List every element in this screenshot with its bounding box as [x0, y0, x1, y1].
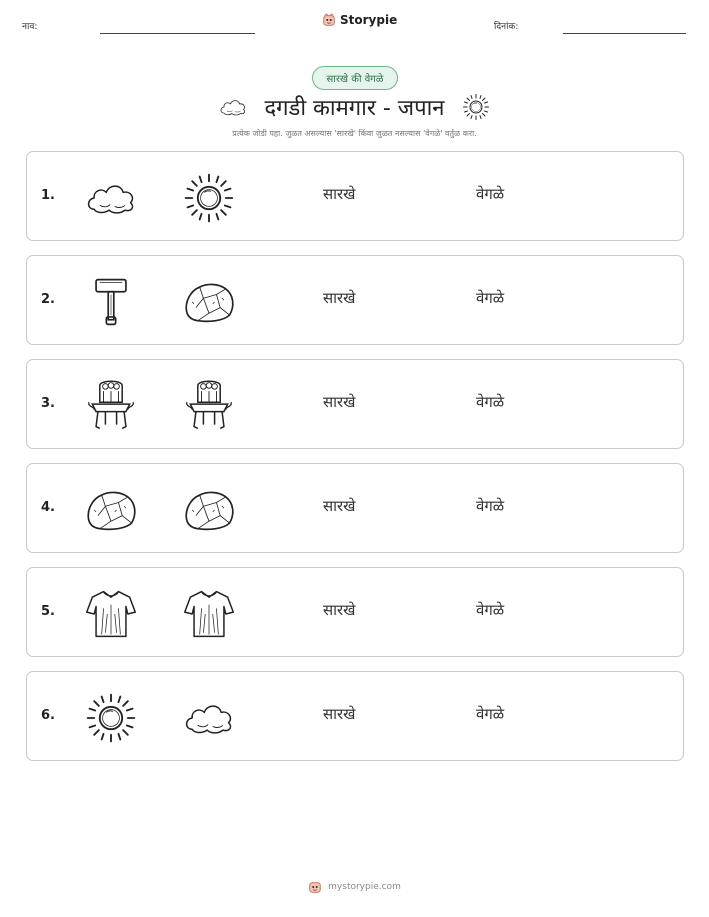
- question-card: [26, 463, 684, 553]
- storypie-logo-icon: [322, 13, 336, 27]
- question-card: [26, 567, 684, 657]
- brand: [322, 13, 397, 27]
- chair-icon: [181, 378, 237, 434]
- left-picture: [83, 690, 139, 746]
- title-cloud-icon: [218, 92, 248, 122]
- date-field-line[interactable]: [563, 33, 686, 34]
- option-same[interactable]: सारखे: [323, 705, 356, 723]
- option-same[interactable]: सारखे: [323, 393, 356, 411]
- instructions: प्रत्येक जोडी पहा. जुळत असल्यास 'सारखे' किंवा जुळत नसल्यास 'वेगळे' वर्तुळ करा.: [232, 129, 477, 138]
- option-same[interactable]: सारखे: [323, 601, 356, 619]
- question-number: 2.: [41, 292, 55, 307]
- question-card: [26, 359, 684, 449]
- sun-icon: [461, 92, 491, 122]
- option-different[interactable]: वेगळे: [476, 393, 505, 411]
- question-number: 1.: [41, 188, 55, 203]
- right-picture: [181, 690, 237, 746]
- question-card: [26, 151, 684, 241]
- footer: [0, 880, 709, 894]
- right-picture: [181, 482, 237, 538]
- chair-icon: [83, 378, 139, 434]
- name-label: नाव:: [22, 22, 38, 32]
- name-field-line[interactable]: [100, 33, 255, 34]
- option-same[interactable]: सारखे: [323, 497, 356, 515]
- hammer-icon: [83, 274, 139, 330]
- sun-icon: [181, 170, 237, 226]
- robe-icon: [181, 586, 237, 642]
- question-number: 5.: [41, 604, 55, 619]
- title-sun-icon: [461, 92, 491, 122]
- title-row: [0, 92, 709, 122]
- worksheet-type-badge: सारखे की वेगळे: [312, 66, 398, 90]
- option-same[interactable]: सारखे: [323, 289, 356, 307]
- option-different[interactable]: वेगळे: [476, 601, 505, 619]
- left-picture: [83, 586, 139, 642]
- sun-icon: [83, 690, 139, 746]
- question-card: [26, 671, 684, 761]
- option-different[interactable]: वेगळे: [476, 497, 505, 515]
- option-different[interactable]: वेगळे: [476, 705, 505, 723]
- left-picture: [83, 482, 139, 538]
- page-title: दगडी कामगार - जपान: [264, 96, 445, 121]
- rock-icon: [181, 482, 237, 538]
- cloud-icon: [218, 92, 248, 122]
- right-picture: [181, 274, 237, 330]
- cloud-icon: [181, 690, 237, 746]
- question-number: 3.: [41, 396, 55, 411]
- brand-name: Storypie: [340, 13, 398, 27]
- robe-icon: [83, 586, 139, 642]
- option-same[interactable]: सारखे: [323, 185, 356, 203]
- option-different[interactable]: वेगळे: [476, 185, 505, 203]
- right-picture: [181, 378, 237, 434]
- question-number: 6.: [41, 708, 55, 723]
- storypie-footer-logo-icon: [308, 880, 322, 894]
- left-picture: [83, 170, 139, 226]
- option-different[interactable]: वेगळे: [476, 289, 505, 307]
- rock-icon: [83, 482, 139, 538]
- date-label: दिनांक:: [494, 22, 519, 32]
- left-picture: [83, 274, 139, 330]
- question-card: [26, 255, 684, 345]
- footer-url: mystorypie.com: [328, 882, 401, 892]
- question-number: 4.: [41, 500, 55, 515]
- left-picture: [83, 378, 139, 434]
- right-picture: [181, 586, 237, 642]
- rock-icon: [181, 274, 237, 330]
- right-picture: [181, 170, 237, 226]
- cloud-icon: [83, 170, 139, 226]
